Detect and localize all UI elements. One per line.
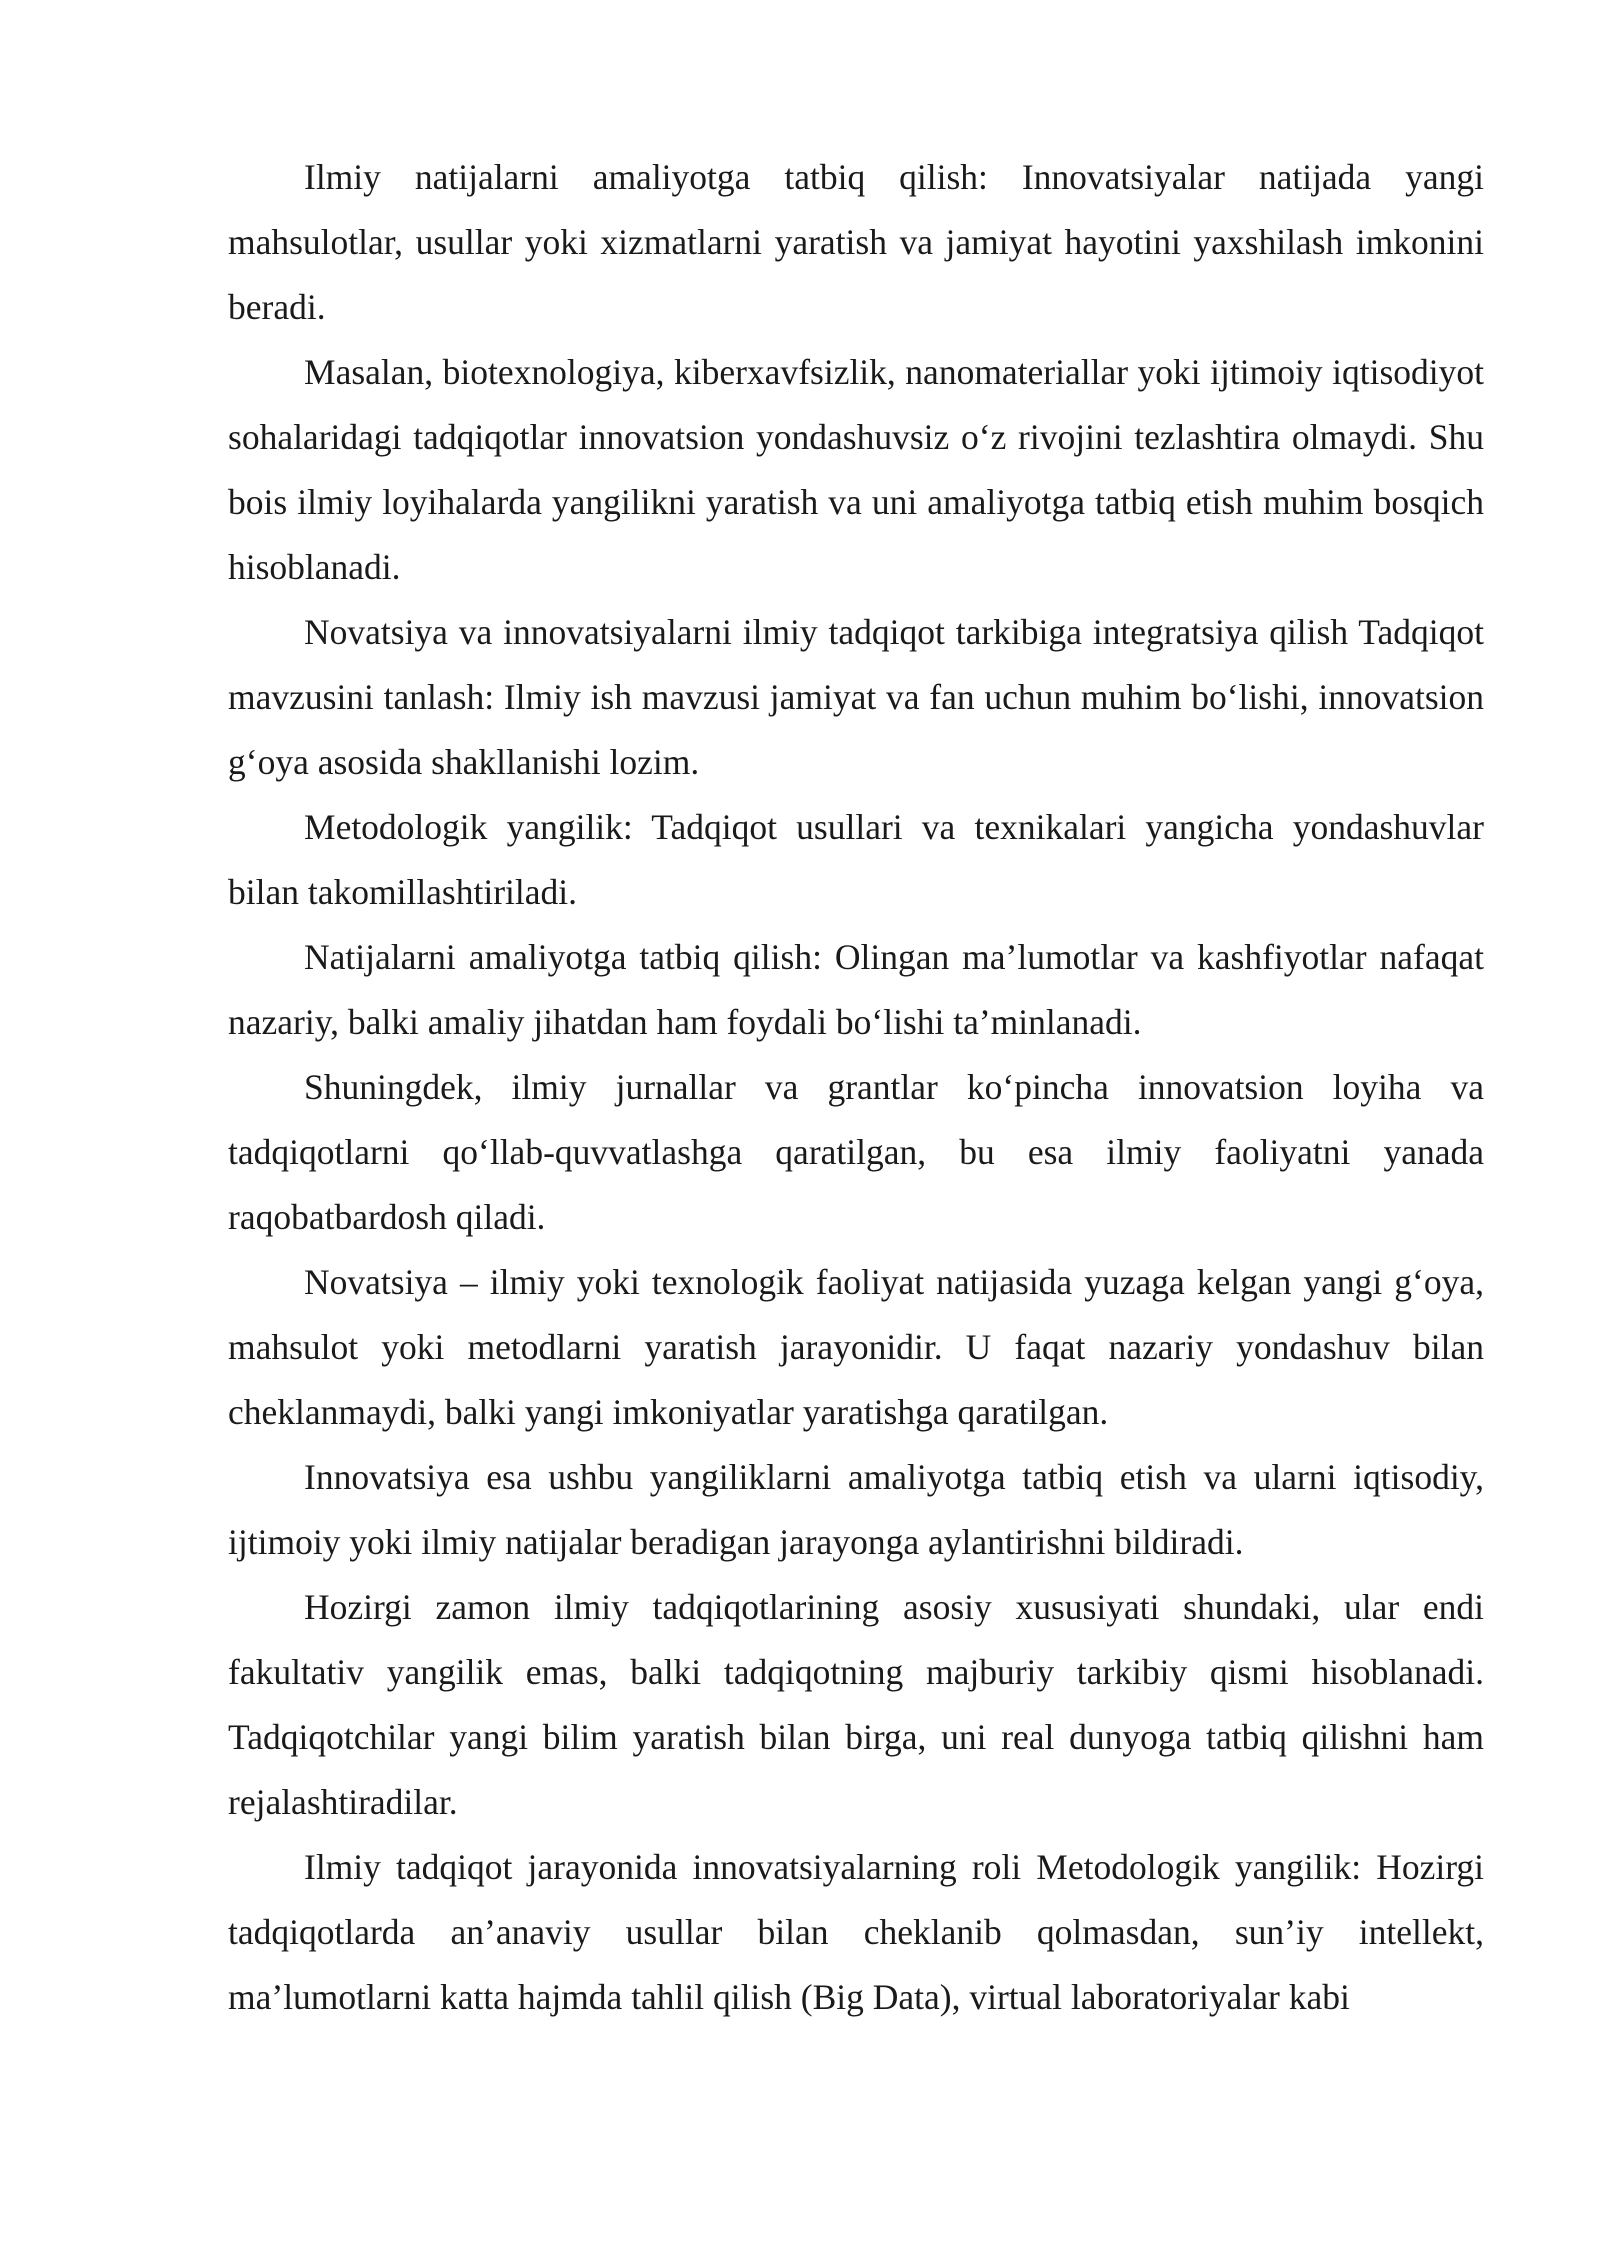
paragraph-9: Hozirgi zamon ilmiy tadqiqotlarining asosiy xususiyati shundaki, ular endi fakultativ yangilik emas, balki tadqiqotning majburiy tarkibiy qismi hisoblanadi. Tadqiqotchilar yangi bilim yaratish bilan birga, uni real dunyoga tatbiq qilishni ham rejalashtiradilar. xyxy=(228,1587,1484,1822)
paragraph-1: Ilmiy natijalarni amaliyotga tatbiq qilish: Innovatsiyalar natijada yangi mahsulotlar, usullar yoki xizmatlarni yaratish va jamiyat hayotini yaxshilash imkonini beradi. xyxy=(228,157,1484,327)
paragraph-3: Novatsiya va innovatsiyalarni ilmiy tadqiqot tarkibiga integratsiya qilish Tadqiqot mavzusini tanlash: Ilmiy ish mavzusi jamiyat va fan uchun muhim bo‘lishi, innovatsion g‘oya asosida shakllanishi lozim. xyxy=(228,612,1484,782)
document-body xyxy=(228,145,1484,2030)
paragraph-5: Natijalarni amaliyotga tatbiq qilish: Olingan ma’lumotlar va kashfiyotlar nafaqat nazariy, balki amaliy jihatdan ham foydali bo‘lishi ta’minlanadi. xyxy=(228,937,1484,1042)
paragraph-2: Masalan, biotexnologiya, kiberxavfsizlik, nanomateriallar yoki ijtimoiy iqtisodiyot sohalaridagi tadqiqotlar innovatsion yondashuvsiz o‘z rivojini tezlashtira olmaydi. Shu bois ilmiy loyihalarda yangilikni yaratish va uni amaliyotga tatbiq etish muhim bosqich hisoblanadi. xyxy=(228,352,1484,587)
paragraph-10: Ilmiy tadqiqot jarayonida innovatsiyalarning roli Metodologik yangilik: Hozirgi tadqiqotlarda an’anaviy usullar bilan cheklanib qolmasdan, sun’iy intellekt, ma’lumotlarni katta hajmda tahlil qilish (Big Data), virtual laboratoriyalar kabi xyxy=(228,1847,1484,2017)
paragraph-6: Shuningdek, ilmiy jurnallar va grantlar ko‘pincha innovatsion loyiha va tadqiqotlarni qo‘llab-quvvatlashga qaratilgan, bu esa ilmiy faoliyatni yanada raqobatbardosh qiladi. xyxy=(228,1067,1484,1237)
paragraph-7: Novatsiya – ilmiy yoki texnologik faoliyat natijasida yuzaga kelgan yangi g‘oya, mahsulot yoki metodlarni yaratish jarayonidir. U faqat nazariy yondashuv bilan cheklanmaydi, balki yangi imkoniyatlar yaratishga qaratilgan. xyxy=(228,1262,1484,1432)
paragraph-4: Metodologik yangilik: Tadqiqot usullari va texnikalari yangicha yondashuvlar bilan takomillashtiriladi. xyxy=(228,807,1484,912)
paragraph-8: Innovatsiya esa ushbu yangiliklarni amaliyotga tatbiq etish va ularni iqtisodiy, ijtimoiy yoki ilmiy natijalar beradigan jarayonga aylantirishni bildiradi. xyxy=(228,1457,1484,1562)
